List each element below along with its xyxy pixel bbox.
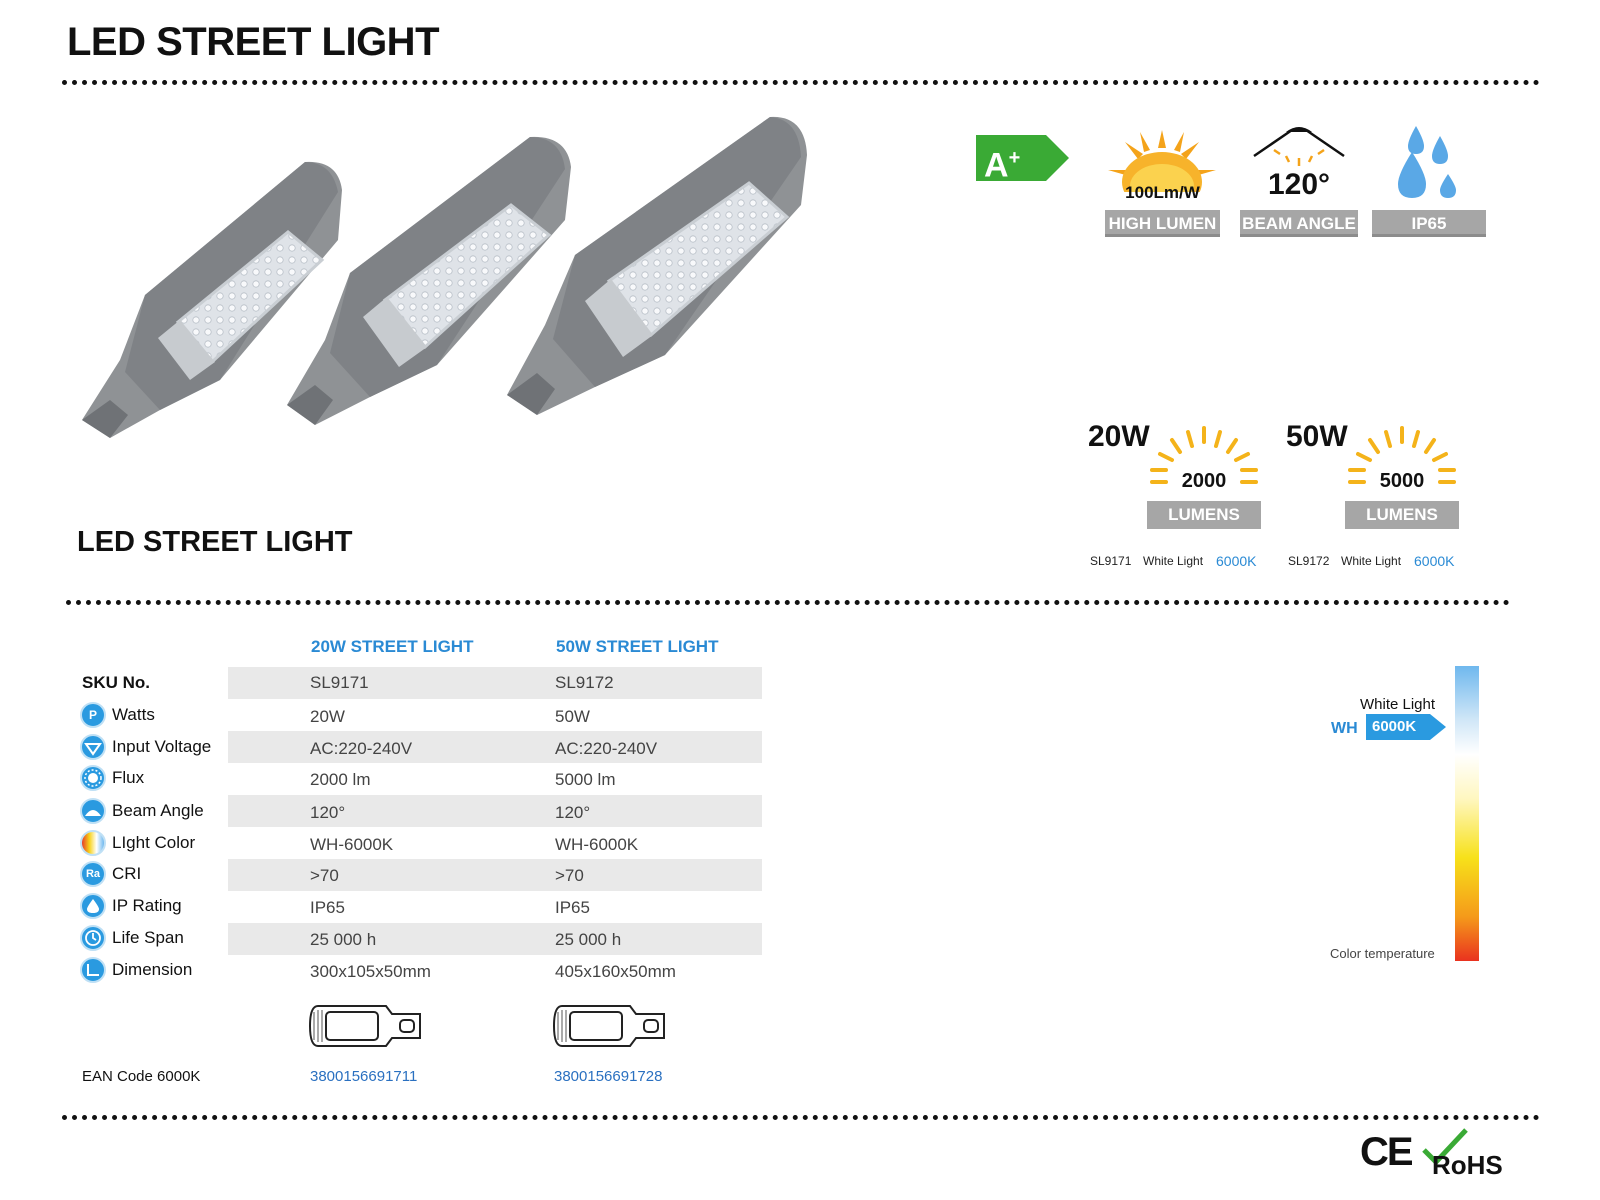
product-20w-lumens: 2000	[1181, 470, 1227, 492]
table-cell-life-50w: 25 000 h	[555, 930, 622, 949]
badge-high-lumen-value: 100Lm/W	[1125, 183, 1200, 202]
table-row-stripe	[228, 923, 762, 955]
color-scale-kelvin: 6000K	[1372, 718, 1417, 735]
table-row-label: Flux	[112, 768, 145, 787]
table-cell-sku-20w: SL9171	[310, 673, 369, 692]
table-row-stripe	[228, 667, 762, 699]
table-row-life-span	[80, 925, 184, 951]
table-row-label-sku: SKU No.	[82, 673, 150, 692]
color-scale-caption: Color temperature	[1330, 946, 1435, 961]
table-cell-beam-50w: 120°	[555, 803, 591, 822]
table-row-label: Input Voltage	[112, 737, 212, 756]
badge-ip65-label: IP65	[1372, 210, 1486, 237]
table-cell-ip-50w: IP65	[555, 898, 590, 917]
dimension-drawing-50w	[552, 1000, 670, 1052]
table-row-ip-rating	[80, 893, 182, 919]
table-cell-voltage-20w: AC:220-240V	[310, 739, 413, 758]
table-cell-beam-20w: 120°	[310, 803, 346, 822]
ean-label: EAN Code 6000K	[82, 1068, 201, 1085]
dimension-drawing-20w	[308, 1000, 426, 1052]
table-cell-dim-50w: 405x160x50mm	[555, 962, 676, 981]
energy-class-badge	[976, 135, 1069, 185]
input-voltage-icon	[80, 734, 106, 760]
sun-icon	[1105, 122, 1220, 192]
table-row-flux	[80, 765, 144, 791]
cri-icon: Ra	[80, 861, 106, 887]
table-row-label: Life Span	[112, 928, 184, 947]
watts-icon: P	[80, 702, 106, 728]
table-row-dimension	[80, 957, 192, 983]
product-20w-kelvin: 6000K	[1216, 553, 1257, 569]
divider-top	[62, 80, 1540, 85]
color-scale-code: WH	[1331, 720, 1358, 737]
table-cell-flux-20w: 2000 lm	[310, 770, 371, 789]
table-row-label: LIght Color	[112, 833, 196, 852]
product-50w-kelvin: 6000K	[1414, 553, 1455, 569]
table-row-label: Dimension	[112, 960, 193, 979]
badge-beam-angle-value: 120°	[1267, 168, 1331, 201]
table-cell-color-20w: WH-6000K	[310, 835, 394, 854]
product-50w-sku: SL9172	[1288, 554, 1330, 568]
energy-class-plus: +	[1008, 147, 1021, 169]
product-20w-light: White Light	[1143, 554, 1204, 568]
product-50w-lumens-label: LUMENS	[1345, 501, 1459, 529]
ean-20w: 3800156691711	[310, 1068, 418, 1085]
color-temperature-bar	[1455, 666, 1479, 961]
table-row-beam-angle	[80, 798, 204, 824]
badge-beam-angle-label: BEAM ANGLE	[1240, 210, 1358, 237]
table-cell-watts-50w: 50W	[555, 707, 590, 726]
table-row-stripe	[228, 731, 762, 763]
table-row-label: IP Rating	[112, 896, 182, 915]
rohs-mark: RoHS	[1432, 1150, 1503, 1180]
product-50w-watt: 50W	[1286, 420, 1348, 453]
divider-bottom	[62, 1115, 1540, 1120]
table-cell-dim-20w: 300x105x50mm	[310, 962, 431, 981]
badge-high-lumen-label: HIGH LUMEN	[1105, 210, 1220, 237]
page-title: LED STREET LIGHT	[67, 20, 439, 64]
table-row-label: CRI	[112, 864, 142, 883]
table-row-stripe	[228, 795, 762, 827]
table-row-label: Beam Angle	[112, 801, 204, 820]
table-row-label: Watts	[112, 705, 155, 724]
ip-rating-icon	[80, 893, 106, 919]
table-cell-cri-20w: >70	[310, 866, 339, 885]
table-cell-ip-20w: IP65	[310, 898, 345, 917]
ce-mark: CE	[1360, 1130, 1412, 1174]
color-scale-light-name: White Light	[1360, 696, 1436, 713]
ean-50w: 3800156691728	[554, 1068, 663, 1085]
life-span-icon	[80, 925, 106, 951]
beam-angle-icon	[1252, 122, 1346, 172]
beam-angle-icon	[80, 798, 106, 824]
table-cell-voltage-50w: AC:220-240V	[555, 739, 658, 758]
flux-icon	[80, 765, 106, 791]
section-subtitle: LED STREET LIGHT	[77, 526, 353, 558]
table-col-header-20w: 20W STREET LIGHT	[311, 637, 474, 656]
water-drops-icon	[1392, 122, 1472, 202]
dimension-icon	[80, 957, 106, 983]
table-row-input-voltage	[80, 734, 211, 760]
table-col-header-50w: 50W STREET LIGHT	[556, 637, 719, 656]
table-row-light-color	[80, 830, 195, 856]
product-20w-sku: SL9171	[1090, 554, 1132, 568]
table-cell-sku-50w: SL9172	[555, 673, 614, 692]
product-20w-lumens-label: LUMENS	[1147, 501, 1261, 529]
table-row-cri	[80, 861, 141, 887]
table-cell-cri-50w: >70	[555, 866, 584, 885]
table-cell-flux-50w: 5000 lm	[555, 770, 616, 789]
table-cell-color-50w: WH-6000K	[555, 835, 639, 854]
table-cell-life-20w: 25 000 h	[310, 930, 377, 949]
table-cell-watts-20w: 20W	[310, 707, 345, 726]
product-50w-lumens: 5000	[1379, 470, 1425, 492]
light-color-icon	[80, 830, 106, 856]
table-row-watts	[80, 702, 155, 728]
energy-class-letter: A	[984, 146, 1009, 185]
street-lights-product-image	[70, 110, 850, 480]
product-50w-light: White Light	[1341, 554, 1402, 568]
divider-middle	[66, 600, 1510, 605]
product-20w-watt: 20W	[1088, 420, 1150, 453]
table-row-stripe	[228, 859, 762, 891]
